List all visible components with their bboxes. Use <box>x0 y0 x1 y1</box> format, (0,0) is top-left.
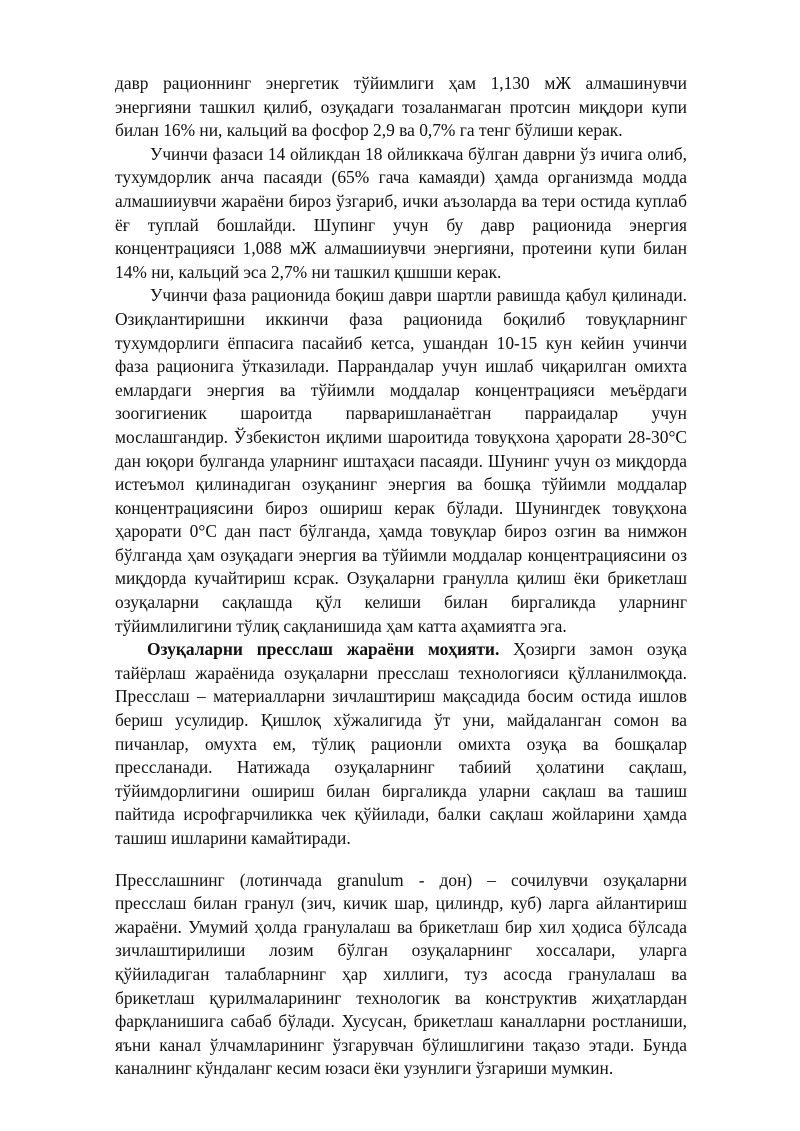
section-heading: Озуқаларни пресслаш жараёни моҳияти. <box>147 639 500 660</box>
document-page <box>115 72 687 1081</box>
paragraph-pressing-essence <box>115 638 687 850</box>
paragraph-granulation: Пресслашнинг (лотинчада granulum - дон) – сочилувчи озуқаларни пресслаш билан гранул (зич, кичик шар, цилиндр, куб) ларга айлантириш жараёни. Умумий ҳолда гранулалаш ва брикетлаш бир хил ҳодиса бўлсада зичлаштирилиши лозим бўлган озуқаларнинг хоссалари, уларга қўйиладиган талабларнинг ҳар хиллиги, туз асосда гранулалаш ва брикетлаш қурилмаларининг технологик ва конструктив жиҳатлардан фарқланишига сабаб бўлади. Хусусан, брикетлаш каналларни ростланиши, яъни канал ўлчамларининг ўзгарувчан бўлишлигини тақазо этади. Бунда каналнинг кўндаланг кесим юзаси ёки узунлиги ўзгариши мумкин. <box>115 869 687 1079</box>
paragraph-third-phase-feeding: Учинчи фаза рационида боқиш даври шартли равишда қабул қилинади. Озиқлантиришни иккинчи фаза рационида боқилиб товуқларнинг тухумдорлиги ёппасига пасайиб кетса, ушандан 10-15 кун кейин учинчи фаза рационига ўтказилади. Паррандалар учун ишлаб чиқарилган омихта емлардаги энергия ва тўйимли моддалар концентрацияси меъёрдаги зоогигиеник шароитда парваришланаётган парраидалар учун мослашгандир. Ўзбекистон иқлими шароитида товуқхона ҳарорати 28-30°С дан юқори булганда уларнинг иштаҳаси пасаяди. Шунинг учун оз миқдорда истеъмол қилинадиган озуқанинг энергия ва бошқа тўйимли моддалар концентрациясини бироз ошириш керак бўлади. Шунингдек товуқхона ҳарорати 0°С дан паст бўлганда, ҳамда товуқлар бироз озгин ва нимжон бўлганда ҳам озуқадаги энергия ва тўйимли моддалар концентрациясини оз миқдорда кучайтириш кcрак. Озуқаларни гранулла қилиш ёки брикетлаш озуқаларни сақлашда қўл келиши билан биргаликда уларнинг тўйимлилигини тўлиқ сақланишида ҳам катта аҳамиятга эга. <box>115 285 687 636</box>
paragraph-third-phase: Учинчи фазаси 14 ойликдан 18 ойликкача бўлган даврни ўз ичига олиб, тухумдорлик анча пасаяди (65% гача камаяди) ҳамда организмда модда алмашииувчи жараёни бироз ўзгариб, ички аъзоларда ва тери остида куплаб ёғ туплай бошлайди. Шупинг учун бу давр рационида энергия концентрацияси 1,088 мЖ алмашииувчи энергияни, протеини купи билан 14% ни, кальций эса 2,7% ни ташкил қшшши керак. <box>115 143 687 282</box>
paragraph-pressing-body: Ҳозирги замон озуқа тайёрлаш жараёнида озуқаларни пресслаш технологияси қўлланилмоқда. Пресслаш – материалларни зичлаштириш мақсадида босим остида ишлов бериш усулидир. Қишлоқ хўжалигида ўт уни, майдаланган сомон ва пичанлар, омухта ем, тўлиқ рационли омихта озуқа ва бошқалар прессланади. Натижада озуқаларнинг табиий ҳолатини сақлаш, тўйимдорлигини ошириш билан биргаликда уларни сақлаш ва ташиш пайтида исрофгарчиликка чек қўйилади, балки сақлаш жойларини ҳамда ташиш ишларини камайтиради. <box>115 639 687 848</box>
paragraph-energy-ration: давр рационнинг энергетик тўйимлиги ҳам 1,130 мЖ алмашинувчи энергияни ташкил қилиб, озуқадаги тозаланмаган протсин миқдори купи билан 16% ни, кальций ва фосфор 2,9 ва 0,7% га тенг бўлиши керак. <box>115 73 687 141</box>
